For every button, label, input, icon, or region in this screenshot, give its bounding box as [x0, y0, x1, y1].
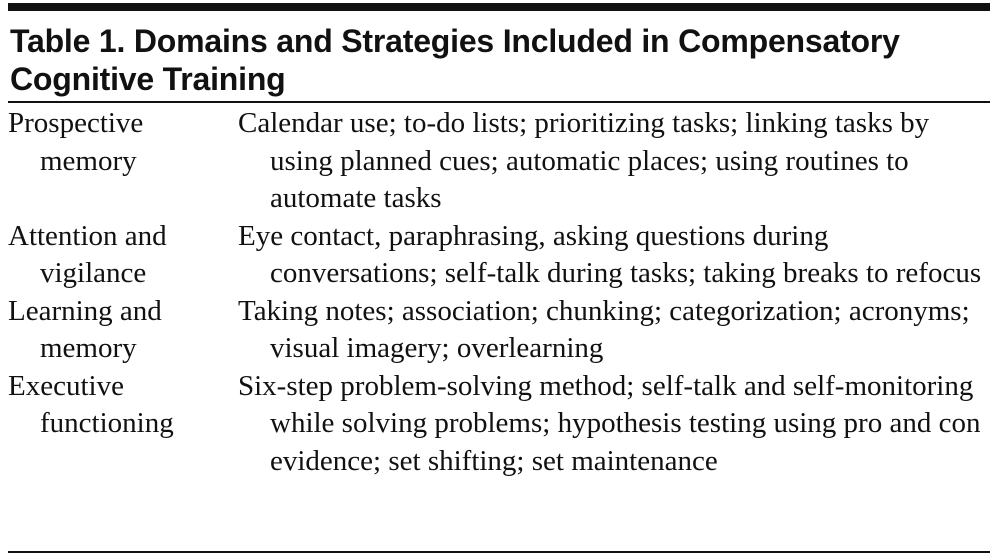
- table-row: [8, 293, 990, 368]
- domain-label-line-2: functioning: [40, 407, 174, 439]
- domain-label-line-2: vigilance: [40, 257, 147, 289]
- strategies-cell: Eye contact, paraphrasing, asking questions during conversations; self-talk during tasks; taking breaks to refocus: [238, 219, 982, 289]
- bottom-rule: [8, 551, 990, 553]
- domain-cell: [8, 105, 238, 218]
- domain-label-line-1: Executive: [8, 369, 124, 402]
- domain-cell: [8, 293, 238, 368]
- domain-label-line-2: memory: [40, 144, 137, 177]
- strategies-cell: Calendar use; to-do lists; prioritizing tasks; linking tasks by using planned cues; automatic places; using routines to automate tasks: [238, 107, 930, 214]
- table-title-line-2: Cognitive Training: [10, 61, 286, 97]
- domain-label-line-2: memory: [40, 332, 137, 364]
- domain-label-line-1: Learning and: [8, 294, 162, 327]
- domain-cell: [8, 218, 238, 293]
- domains-table: [8, 105, 990, 480]
- table-row: [8, 105, 990, 218]
- domain-label-line-1: Attention and: [8, 219, 167, 252]
- table-row: [8, 368, 990, 481]
- domain-label-line-1: Prospective: [8, 107, 144, 139]
- domain-cell: [8, 368, 238, 481]
- top-rule: [8, 3, 990, 11]
- header-rule: [8, 101, 990, 103]
- table-row: [8, 218, 990, 293]
- strategies-cell: Taking notes; association; chunking; categorization; acronyms; visual imagery; overlearning: [238, 294, 970, 364]
- strategies-cell: Six-step problem-solving method; self-talk and self-monitoring while solving problems; hypothesis testing using pro and con evidence; set shifting; set maintenance: [238, 369, 981, 477]
- table-title-line-1: Table 1. Domains and Strategies Included in Compensatory: [10, 23, 900, 59]
- table-title: [10, 22, 990, 98]
